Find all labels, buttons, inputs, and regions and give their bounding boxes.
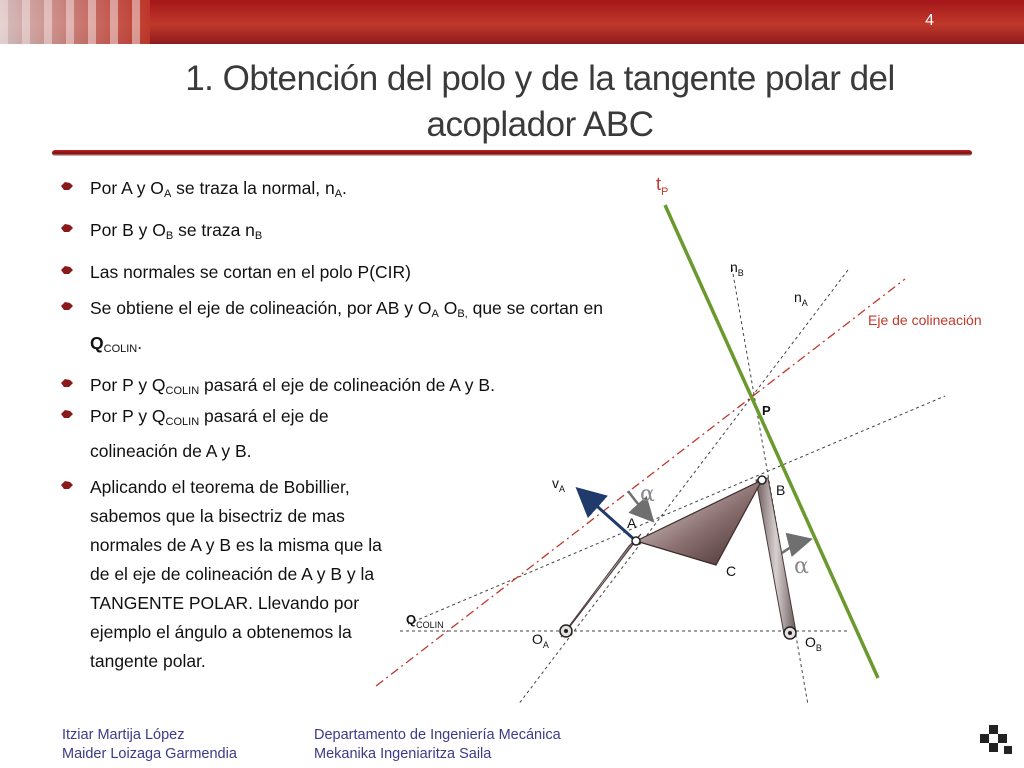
label-vA: $v_A$ (552, 475, 566, 494)
label-C: C (726, 563, 737, 579)
label-OA: $O_A$ (532, 631, 549, 650)
joint-A (632, 537, 640, 545)
university-logo-icon (980, 724, 1014, 758)
footer-department-es: Departamento de Ingeniería Mecánica (314, 727, 561, 743)
label-collineation-axis: Eje de colineación (868, 312, 982, 328)
label-tP: $t_P$ (656, 174, 669, 198)
label-OB: $O_B$ (805, 634, 822, 653)
bullet-text: Por P y $Q_{COLIN}$ pasará el eje de colineación de A y B. (90, 406, 329, 461)
footer-author-2: Maider Loizaga Garmendia (62, 746, 237, 762)
slide-number: 4 (925, 12, 934, 29)
ground-pivot-OA-center (564, 629, 568, 633)
title-line-2: acoplador ABC (426, 105, 654, 144)
normal-nA-line (518, 270, 848, 705)
label-Qcolin: $Q_{COLIN}$ (406, 612, 444, 630)
label-B: B (776, 482, 786, 498)
alpha-arc-right (782, 540, 808, 553)
label-P: P (762, 403, 771, 418)
label-A: A (627, 515, 637, 531)
coupler-triangle-ABC (636, 480, 762, 565)
footer-department-eu: Mekanika Ingeniaritza Saila (314, 746, 492, 762)
bullet-text: Las normales se cortan en el polo P(CIR) (90, 262, 411, 282)
footer-author-1: Itziar Martija López (62, 727, 185, 743)
polar-tangent-line (665, 205, 878, 678)
title-line-1: 1. Obtención del polo y de la tangente polar del (185, 59, 895, 98)
link-OB-B (756, 478, 796, 634)
link-OA-A (561, 534, 641, 637)
line-AB-extended (408, 396, 945, 624)
bullet-text: Por B y $O_B$ se traza $n_B$ (90, 220, 263, 242)
label-alpha-top: α (640, 482, 655, 507)
bullet-text: Se obtiene el eje de colineación, por AB y $O_A$ $O_{B,}$ que se cortan en $Q_{COLIN}$. (90, 298, 603, 355)
bullet-text: Aplicando el teorema de Bobillier, sabemos que la bisectriz de mas normales de A y B es la misma que la de el eje de colineación de A y B y la TANGENTE POLAR. Llevando por ejemplo el ángulo a obtenemos la tangente polar. (90, 477, 382, 671)
footer-authors (62, 726, 237, 764)
joint-B (758, 476, 766, 484)
label-nB: $n_B$ (730, 259, 744, 278)
bullet-text: Por P y $Q_{COLIN}$ pasará el eje de colineación de A y B. (90, 375, 495, 397)
label-alpha-right: α (794, 554, 809, 579)
label-nA: $n_A$ (794, 289, 808, 308)
bullet-text: Por A y $O_A$ se traza la normal, $n_A$. (90, 178, 347, 200)
ground-pivot-OB-center (788, 631, 792, 635)
footer-department (314, 726, 561, 764)
